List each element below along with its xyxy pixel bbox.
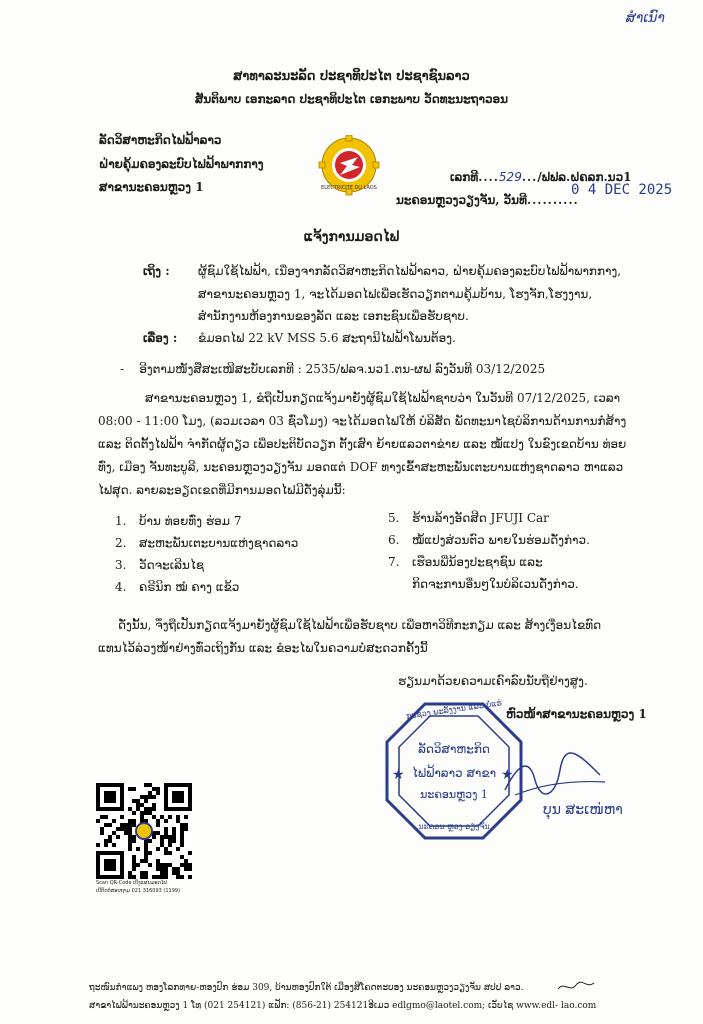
edl-logo <box>316 135 382 197</box>
list-item: 7. ເຮືອນພີ່ນ້ອງປະຊາຊົນ ແລະ <box>388 555 543 569</box>
subject-text: ຂໍມອດໄຟ 22 kV MSS 5.6 ສະຖານີໄຟຟ້າໂພນຕ້ອງ. <box>198 331 456 345</box>
qr-code[interactable] <box>96 783 192 879</box>
list-item: 5. ຮ້ານລ້າງອັດສີດ JFUJI Car <box>388 511 549 525</box>
national-header: ສາທາລະນະລັດ ປະຊາທິປະໄຕ ປະຊາຊົນລາວ <box>233 69 470 84</box>
areas-right-list <box>388 507 590 595</box>
stamp-bottom-arc: ນະຄອນ ຫຼວງ ວຽງຈັນ <box>418 822 490 831</box>
national-motto: ສັນຕິພາບ ເອກະລາດ ປະຊາທິປະໄຕ ເອກະພາບ ວັດທະນະຖາວອນ <box>194 92 509 106</box>
body-line-3: ແລະ ຕິດຕັ້ງໄຟຟ້າ ຈຳກັດຜູ້ດຽວ ເພື່ອປະຕິບັດວຽກ ຕັ້ງເສົາ ຍ້າຍແລວຕາຂ່າຍ ແລະ ໝໍ້ແປງ ໃນຂົງເຂດບ້ານ ທ່ອຍ <box>98 437 627 451</box>
body-line-4: ທົ່ງ, ເມືອງ ຈັນທະບູລີ, ນະຄອນຫຼວງວຽງຈັນ ມອດແຕ່ DOF ທາງເຂົ້າສະຫະພັນເຕະບານແຫ່ງຊາດລາວ ຫາແລວ <box>98 460 624 474</box>
stamp-line-1: ລັດວິສາຫະກິດ <box>418 742 490 756</box>
reference-line: - ອີງຕາມໜັງສືສະເໜີສະບັບເລກທີ : 2535/ຟລຈ.ນວ1.ຕນ-ຜຟ ລົງວັນທີ 03/12/2025 <box>120 362 546 376</box>
svg-text:★: ★ <box>501 767 514 783</box>
list-item: ກິດຈະການອື່ນໆໃນບໍລິເວນດັ່ງກ່າວ. <box>412 577 579 591</box>
signature <box>500 750 610 805</box>
stamp-line-2: ໄຟຟ້າລາວ ສາຂາ <box>411 766 497 780</box>
ref-number: 529 <box>498 170 522 184</box>
list-item: 3. ວັດຈະເລີນໄຊ <box>115 558 205 572</box>
footer-address: ຖະໜົນກຳແພງ ຫອງໂລກທາຍ-ຫອງປົກ ຮ່ອມ 309, ບ້ານຫອງປົກໃຕ້ ເມືອງສີໂຄດຕະບອງ ນະຄອນຫຼວງວຽງຈັນ ສປປ ລາວ. <box>89 983 524 993</box>
list-item: 4. ຄຣີນິກ ໝໍ ຄາງ ແຂ້ວ <box>115 580 240 594</box>
place-date-label: ນະຄອນຫຼວງວຽງຈັນ, ວັນທີ <box>396 193 527 207</box>
list-item: 6. ໝໍ້ແປງສ່ວນຕົວ ພາຍໃນຮ່ອມດັ່ງກ່າວ. <box>388 533 590 547</box>
body-line-5: ໄຟສຸດ. ລາຍລະອຽດເຂດທີ່ມີການມອດໄຟມີດັ່ງລຸ່ມນີ້: <box>98 483 346 497</box>
document-title: ແຈ້ງການມອດໄຟ <box>303 229 400 245</box>
place-date-line: ນະຄອນຫຼວງວຽງຈັນ, ວັນທີ.......... <box>396 193 579 207</box>
org-name: ລັດວິສາຫະກິດໄຟຟ້າລາວ <box>99 133 222 147</box>
ref-line: ເລກທີ....529.../ຟຟລ.ຝຄລກ.ນວ1 <box>450 170 632 184</box>
footer-contact: ສາຂາໄຟຟ້ານະຄອນຫຼວງ 1 ໂທ (021 254121) ແຟັກ: (856-21) 254121ອີເມວ edlgmo@laotel.com; ເວັບໄຊ www.edl- lao.com <box>89 1001 597 1011</box>
stamp-line-3: ນະຄອນຫຼວງ 1 <box>420 788 488 801</box>
qr-code-icon <box>96 783 192 879</box>
ref-suffix: /ຟຟລ.ຝຄລກ.ນວ1 <box>537 170 632 184</box>
signatory-name: ບຸນ ສະເໜ່ຫາ <box>543 802 623 818</box>
closing-line-2: ແທນໄວ້ລ່ວງໜ້າຢ່າງທົ່ວເຖິງກັນ ແລະ ຂໍອະໄພໃນຄວາມບໍ່ສະດວກຄັ້ງນີ້ <box>98 641 428 655</box>
subject-label: ເລື່ອງ : <box>143 331 178 345</box>
areas-left-list <box>115 510 298 598</box>
svg-text:★: ★ <box>392 767 405 783</box>
reference-text: ອີງຕາມໜັງສືສະເໜີສະບັບເລກທີ : 2535/ຟລຈ.ນວ1.ຕນ-ຜຟ ລົງວັນທີ 03/12/2025 <box>139 362 546 376</box>
stamp-top-arc: ກະຊວງ ພະລັງງານ ແລະ ບໍ່ແຮ່ <box>405 698 503 721</box>
signature-icon <box>500 750 610 805</box>
footer-initials <box>556 979 596 995</box>
list-item: 1. ບ້ານ ທ່ອຍທົ່ງ ຮ່ອມ 7 <box>115 514 242 528</box>
regards: ຮຽນມາດ້ວຍຄວາມເຄົາລົບນັບຖືຢ່າງສູງ. <box>398 674 588 688</box>
to-line-1: ຜູ້ຊົມໃຊ້ໄຟຟ້າ, ເນື່ອງຈາກລັດວິສາຫະກິດໄຟຟ້າລາວ, ຝ່າຍຄຸ້ມຄອງລະບົບໄຟຟ້າພາກກາງ, <box>198 264 622 278</box>
list-item: 2. ສະຫະພັນເຕະບານແຫ່ງຊາດລາວ <box>115 536 299 550</box>
to-line-2: ສາຂານະຄອນຫຼວງ 1, ຈະໄດ້ມອດໄຟເພື່ອເຮັດວຽກຕາມຄຸ້ມບ້ານ, ໂຮງຈັກ,ໂຮງງານ, <box>198 287 593 301</box>
to-line-3: ສຳນັກງານຫ້ອງການຂອງລັດ ແລະ ເອກະຊົນເພື່ອຮັບຊາບ. <box>198 309 469 323</box>
closing-line-1: ດັ່ງນັ້ນ, ຈຶ່ງຖືເປັນກຽດແຈ້ງມາຍັງຜູ້ຊົມໃຊ້ໄຟຟ້າເພື່ອຮັບຊາບ ເພື່ອຫາວິທີກະກຽມ ແລະ ສ້າງເງື່ອນໄຂທົດ <box>118 618 602 632</box>
org-branch: ສາຂານະຄອນຫຼວງ 1 <box>99 180 204 194</box>
initials-icon <box>556 979 596 995</box>
ref-label: ເລກທີ <box>450 170 479 184</box>
body-line-2: 08:00 - 11:00 ໂມງ, (ລວມເວລາ 03 ຊົ່ວໂມງ) ຈະໄດ້ມອດໄຟໃຫ້ ບໍລິສັດ ພັດທະນາໄຊບໍລິການດ້ານການກໍ່ສ້າງ <box>98 414 627 428</box>
to-label: ເຖິງ : <box>143 264 170 278</box>
org-division: ຝ່າຍຄຸ້ມຄອງລະບົບໄຟຟ້າພາກກາງ <box>99 157 264 171</box>
handwritten-note: ສຳເນົາ <box>626 10 665 26</box>
logo-text: ELECTRICITE DU LAOS <box>321 185 377 191</box>
signatory-title: ຫົວໜ້າສາຂານະຄອນຫຼວງ 1 <box>506 707 647 721</box>
body-line-1: ສາຂານະຄອນຫຼວງ 1, ຂໍຖືເປັນກຽດແຈ້ງມາຍັງຜູ້ຊົມໃຊ້ໄຟຟ້າຊາບວ່າ ໃນວັນທີ 07/12/2025, ເວລາ <box>145 391 621 405</box>
qr-caption-1: Scan QR-Code ເບິ່ງແຜນມອດໄຟ <box>96 880 167 886</box>
qr-caption-2: ເບີຕິດຕໍ່ສອບຖາມ 021 316093 (1199) <box>96 888 181 894</box>
date-stamp: 0 4 DEC 2025 <box>571 182 673 198</box>
